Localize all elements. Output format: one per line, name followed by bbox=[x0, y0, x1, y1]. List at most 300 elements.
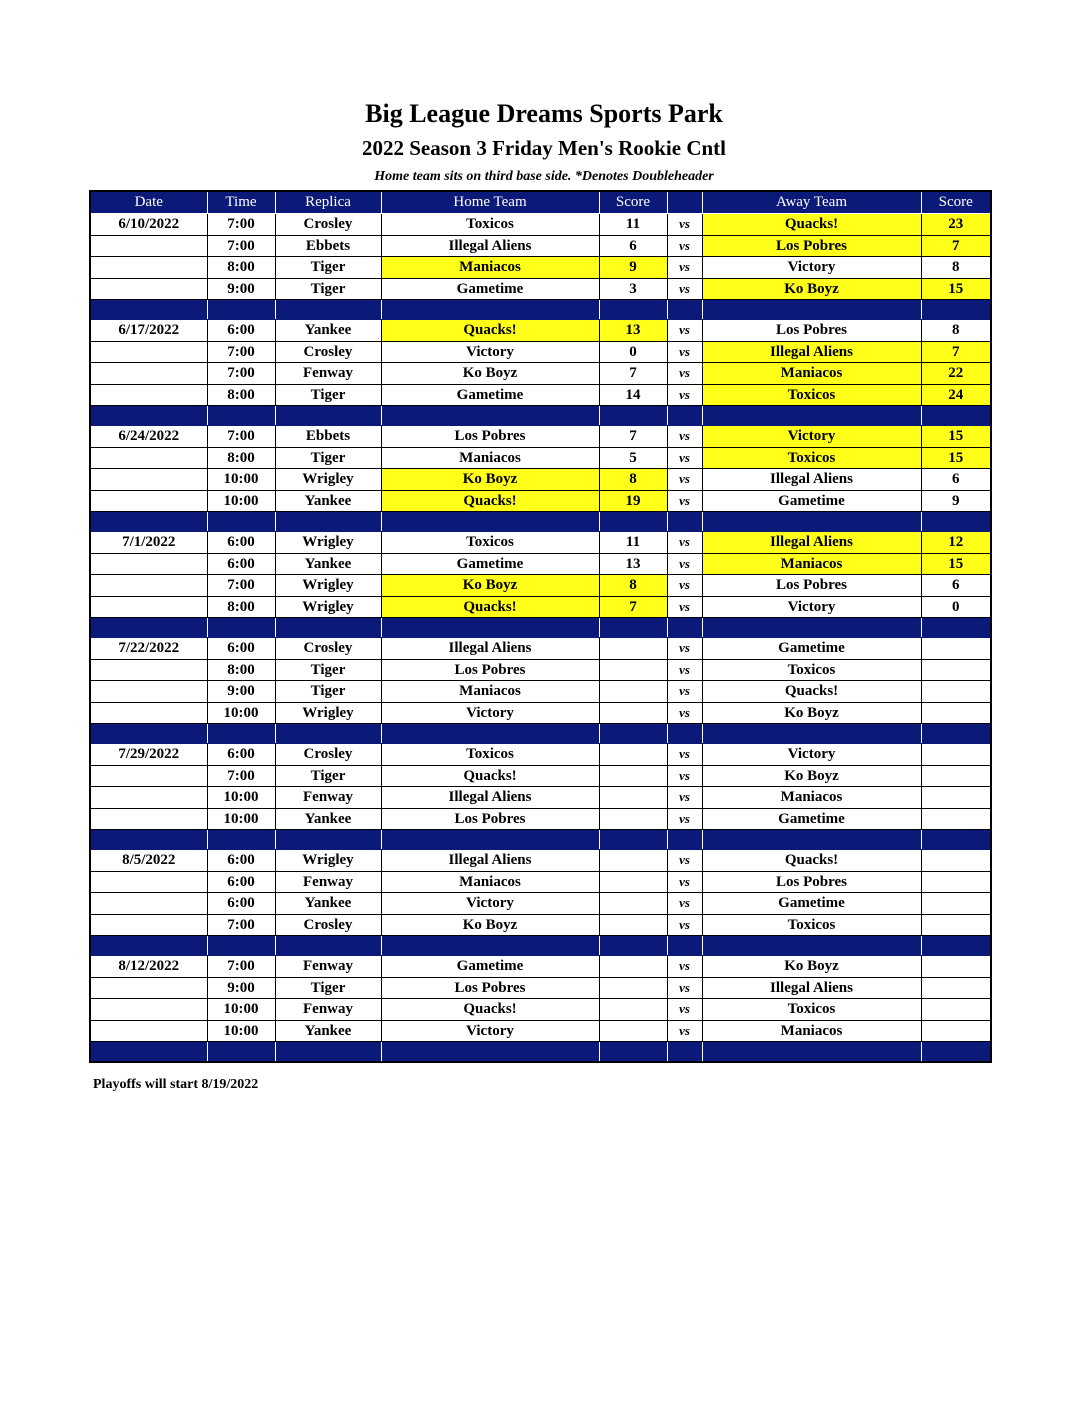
vs-cell: vs bbox=[667, 235, 702, 257]
away-score-cell: 15 bbox=[921, 553, 991, 575]
separator-cell bbox=[275, 830, 381, 850]
time-cell: 7:00 bbox=[207, 341, 275, 363]
vs-cell: vs bbox=[667, 214, 702, 236]
time-cell: 7:00 bbox=[207, 426, 275, 448]
game-row bbox=[90, 575, 991, 597]
separator-cell bbox=[207, 300, 275, 320]
separator-cell bbox=[667, 618, 702, 638]
separator-cell bbox=[275, 724, 381, 744]
date-cell bbox=[90, 659, 207, 681]
header-away-score: Score bbox=[921, 191, 991, 214]
date-cell: 6/10/2022 bbox=[90, 214, 207, 236]
vs-cell: vs bbox=[667, 490, 702, 512]
away-team-cell: Los Pobres bbox=[702, 320, 921, 342]
date-cell bbox=[90, 893, 207, 915]
date-cell bbox=[90, 553, 207, 575]
separator-cell bbox=[599, 300, 667, 320]
date-cell bbox=[90, 977, 207, 999]
date-cell bbox=[90, 999, 207, 1021]
game-row bbox=[90, 659, 991, 681]
home-team-cell: Quacks! bbox=[381, 596, 599, 618]
vs-cell: vs bbox=[667, 384, 702, 406]
time-cell: 8:00 bbox=[207, 659, 275, 681]
separator-cell bbox=[275, 618, 381, 638]
home-team-cell: Gametime bbox=[381, 384, 599, 406]
away-team-cell: Illegal Aliens bbox=[702, 341, 921, 363]
away-score-cell: 15 bbox=[921, 426, 991, 448]
time-cell: 7:00 bbox=[207, 214, 275, 236]
date-cell: 7/1/2022 bbox=[90, 532, 207, 554]
game-row bbox=[90, 278, 991, 300]
home-team-cell: Ko Boyz bbox=[381, 575, 599, 597]
date-cell bbox=[90, 596, 207, 618]
game-row bbox=[90, 214, 991, 236]
home-team-cell: Victory bbox=[381, 893, 599, 915]
game-row bbox=[90, 787, 991, 809]
game-row bbox=[90, 469, 991, 491]
separator-cell bbox=[207, 936, 275, 956]
home-score-cell bbox=[599, 871, 667, 893]
home-score-cell: 13 bbox=[599, 553, 667, 575]
vs-cell: vs bbox=[667, 999, 702, 1021]
home-score-cell: 11 bbox=[599, 214, 667, 236]
home-team-cell: Ko Boyz bbox=[381, 363, 599, 385]
replica-cell: Fenway bbox=[275, 956, 381, 978]
away-team-cell: Victory bbox=[702, 596, 921, 618]
time-cell: 10:00 bbox=[207, 469, 275, 491]
home-team-cell: Gametime bbox=[381, 553, 599, 575]
vs-cell: vs bbox=[667, 257, 702, 279]
schedule-note: Home team sits on third base side. *Denotes Doubleheader bbox=[374, 169, 714, 184]
separator-cell bbox=[207, 724, 275, 744]
replica-cell: Ebbets bbox=[275, 426, 381, 448]
time-cell: 7:00 bbox=[207, 575, 275, 597]
home-team-cell: Toxicos bbox=[381, 532, 599, 554]
replica-cell: Wrigley bbox=[275, 596, 381, 618]
time-cell: 6:00 bbox=[207, 893, 275, 915]
home-score-cell: 8 bbox=[599, 575, 667, 597]
separator-cell bbox=[381, 724, 599, 744]
away-score-cell: 0 bbox=[921, 596, 991, 618]
game-row bbox=[90, 638, 991, 660]
away-team-cell: Toxicos bbox=[702, 914, 921, 936]
separator-cell bbox=[702, 406, 921, 426]
home-team-cell: Los Pobres bbox=[381, 808, 599, 830]
replica-cell: Tiger bbox=[275, 384, 381, 406]
replica-cell: Tiger bbox=[275, 447, 381, 469]
game-row bbox=[90, 341, 991, 363]
away-team-cell: Victory bbox=[702, 257, 921, 279]
time-cell: 10:00 bbox=[207, 490, 275, 512]
away-score-cell bbox=[921, 659, 991, 681]
separator-cell bbox=[921, 512, 991, 532]
separator-cell bbox=[90, 1042, 207, 1063]
game-row bbox=[90, 426, 991, 448]
vs-cell: vs bbox=[667, 638, 702, 660]
home-team-cell: Los Pobres bbox=[381, 977, 599, 999]
away-score-cell: 12 bbox=[921, 532, 991, 554]
date-cell bbox=[90, 871, 207, 893]
separator-cell bbox=[207, 618, 275, 638]
game-row bbox=[90, 1020, 991, 1042]
home-score-cell bbox=[599, 1020, 667, 1042]
replica-cell: Yankee bbox=[275, 808, 381, 830]
separator-cell bbox=[921, 406, 991, 426]
vs-cell: vs bbox=[667, 341, 702, 363]
separator-cell bbox=[921, 1042, 991, 1063]
home-score-cell bbox=[599, 977, 667, 999]
time-cell: 10:00 bbox=[207, 999, 275, 1021]
header-replica: Replica bbox=[275, 191, 381, 214]
separator-cell bbox=[702, 830, 921, 850]
home-score-cell: 9 bbox=[599, 257, 667, 279]
date-cell bbox=[90, 787, 207, 809]
replica-cell: Tiger bbox=[275, 977, 381, 999]
home-team-cell: Gametime bbox=[381, 956, 599, 978]
away-team-cell: Ko Boyz bbox=[702, 702, 921, 724]
separator-cell bbox=[667, 830, 702, 850]
date-cell: 8/5/2022 bbox=[90, 850, 207, 872]
time-cell: 9:00 bbox=[207, 681, 275, 703]
away-score-cell: 22 bbox=[921, 363, 991, 385]
separator-cell bbox=[90, 512, 207, 532]
time-cell: 6:00 bbox=[207, 532, 275, 554]
vs-cell: vs bbox=[667, 787, 702, 809]
vs-cell: vs bbox=[667, 659, 702, 681]
replica-cell: Tiger bbox=[275, 257, 381, 279]
time-cell: 6:00 bbox=[207, 871, 275, 893]
date-cell: 7/22/2022 bbox=[90, 638, 207, 660]
away-score-cell bbox=[921, 893, 991, 915]
separator-cell bbox=[90, 406, 207, 426]
week-separator-row bbox=[90, 936, 991, 956]
replica-cell: Tiger bbox=[275, 659, 381, 681]
header-home-score: Score bbox=[599, 191, 667, 214]
vs-cell: vs bbox=[667, 744, 702, 766]
away-score-cell bbox=[921, 765, 991, 787]
replica-cell: Crosley bbox=[275, 914, 381, 936]
week-separator-row bbox=[90, 300, 991, 320]
game-row bbox=[90, 765, 991, 787]
away-team-cell: Los Pobres bbox=[702, 575, 921, 597]
vs-cell: vs bbox=[667, 596, 702, 618]
game-row bbox=[90, 744, 991, 766]
away-score-cell bbox=[921, 681, 991, 703]
home-team-cell: Los Pobres bbox=[381, 659, 599, 681]
away-team-cell: Quacks! bbox=[702, 850, 921, 872]
separator-cell bbox=[90, 618, 207, 638]
replica-cell: Yankee bbox=[275, 490, 381, 512]
separator-cell bbox=[921, 724, 991, 744]
home-score-cell: 7 bbox=[599, 596, 667, 618]
away-score-cell bbox=[921, 1020, 991, 1042]
separator-cell bbox=[275, 300, 381, 320]
away-team-cell: Ko Boyz bbox=[702, 765, 921, 787]
home-score-cell: 5 bbox=[599, 447, 667, 469]
date-cell bbox=[90, 1020, 207, 1042]
home-score-cell: 7 bbox=[599, 426, 667, 448]
game-row bbox=[90, 850, 991, 872]
home-team-cell: Quacks! bbox=[381, 765, 599, 787]
home-team-cell: Quacks! bbox=[381, 320, 599, 342]
date-cell bbox=[90, 384, 207, 406]
date-cell bbox=[90, 257, 207, 279]
game-row bbox=[90, 490, 991, 512]
replica-cell: Fenway bbox=[275, 999, 381, 1021]
separator-cell bbox=[921, 300, 991, 320]
game-row bbox=[90, 977, 991, 999]
home-score-cell bbox=[599, 850, 667, 872]
date-cell bbox=[90, 681, 207, 703]
home-team-cell: Victory bbox=[381, 341, 599, 363]
separator-cell bbox=[381, 1042, 599, 1063]
separator-cell bbox=[599, 512, 667, 532]
vs-cell: vs bbox=[667, 426, 702, 448]
away-team-cell: Maniacos bbox=[702, 363, 921, 385]
separator-cell bbox=[702, 512, 921, 532]
separator-cell bbox=[599, 1042, 667, 1063]
vs-cell: vs bbox=[667, 1020, 702, 1042]
week-separator-row bbox=[90, 618, 991, 638]
away-team-cell: Toxicos bbox=[702, 384, 921, 406]
time-cell: 8:00 bbox=[207, 257, 275, 279]
date-cell bbox=[90, 447, 207, 469]
home-score-cell: 11 bbox=[599, 532, 667, 554]
date-cell bbox=[90, 469, 207, 491]
separator-cell bbox=[667, 406, 702, 426]
away-team-cell: Illegal Aliens bbox=[702, 977, 921, 999]
home-score-cell bbox=[599, 638, 667, 660]
week-separator-row bbox=[90, 512, 991, 532]
time-cell: 7:00 bbox=[207, 363, 275, 385]
home-score-cell: 7 bbox=[599, 363, 667, 385]
away-team-cell: Ko Boyz bbox=[702, 278, 921, 300]
home-score-cell: 13 bbox=[599, 320, 667, 342]
game-row bbox=[90, 914, 991, 936]
away-score-cell bbox=[921, 850, 991, 872]
separator-cell bbox=[599, 724, 667, 744]
time-cell: 7:00 bbox=[207, 956, 275, 978]
home-score-cell: 3 bbox=[599, 278, 667, 300]
away-score-cell: 7 bbox=[921, 235, 991, 257]
separator-cell bbox=[381, 618, 599, 638]
home-score-cell bbox=[599, 914, 667, 936]
away-team-cell: Toxicos bbox=[702, 447, 921, 469]
vs-cell: vs bbox=[667, 850, 702, 872]
game-row bbox=[90, 320, 991, 342]
away-team-cell: Gametime bbox=[702, 490, 921, 512]
vs-cell: vs bbox=[667, 808, 702, 830]
date-cell bbox=[90, 278, 207, 300]
replica-cell: Wrigley bbox=[275, 850, 381, 872]
replica-cell: Crosley bbox=[275, 638, 381, 660]
separator-cell bbox=[921, 936, 991, 956]
vs-cell: vs bbox=[667, 532, 702, 554]
time-cell: 7:00 bbox=[207, 235, 275, 257]
game-row bbox=[90, 384, 991, 406]
away-score-cell bbox=[921, 956, 991, 978]
away-score-cell: 7 bbox=[921, 341, 991, 363]
separator-cell bbox=[90, 724, 207, 744]
week-separator-row bbox=[90, 830, 991, 850]
separator-cell bbox=[599, 936, 667, 956]
home-team-cell: Ko Boyz bbox=[381, 469, 599, 491]
separator-cell bbox=[702, 300, 921, 320]
separator-cell bbox=[90, 830, 207, 850]
away-score-cell: 15 bbox=[921, 447, 991, 469]
separator-cell bbox=[667, 300, 702, 320]
separator-cell bbox=[381, 936, 599, 956]
separator-cell bbox=[207, 406, 275, 426]
home-score-cell: 14 bbox=[599, 384, 667, 406]
away-score-cell: 24 bbox=[921, 384, 991, 406]
separator-cell bbox=[921, 618, 991, 638]
replica-cell: Yankee bbox=[275, 893, 381, 915]
away-score-cell: 6 bbox=[921, 469, 991, 491]
vs-cell: vs bbox=[667, 447, 702, 469]
vs-cell: vs bbox=[667, 956, 702, 978]
home-team-cell: Gametime bbox=[381, 278, 599, 300]
vs-cell: vs bbox=[667, 765, 702, 787]
game-row bbox=[90, 808, 991, 830]
game-row bbox=[90, 999, 991, 1021]
separator-cell bbox=[667, 512, 702, 532]
separator-cell bbox=[90, 300, 207, 320]
vs-cell: vs bbox=[667, 702, 702, 724]
home-team-cell: Illegal Aliens bbox=[381, 235, 599, 257]
date-cell bbox=[90, 765, 207, 787]
page-title: Big League Dreams Sports Park bbox=[365, 99, 723, 128]
away-score-cell: 9 bbox=[921, 490, 991, 512]
home-score-cell bbox=[599, 893, 667, 915]
vs-cell: vs bbox=[667, 977, 702, 999]
separator-cell bbox=[207, 512, 275, 532]
replica-cell: Yankee bbox=[275, 553, 381, 575]
home-team-cell: Ko Boyz bbox=[381, 914, 599, 936]
home-score-cell: 8 bbox=[599, 469, 667, 491]
away-score-cell bbox=[921, 914, 991, 936]
week-separator-row bbox=[90, 1042, 991, 1063]
header-home-team: Home Team bbox=[381, 191, 599, 214]
replica-cell: Fenway bbox=[275, 871, 381, 893]
header-vs bbox=[667, 191, 702, 214]
replica-cell: Wrigley bbox=[275, 575, 381, 597]
away-score-cell bbox=[921, 977, 991, 999]
separator-cell bbox=[921, 830, 991, 850]
away-team-cell: Toxicos bbox=[702, 999, 921, 1021]
away-score-cell bbox=[921, 787, 991, 809]
home-team-cell: Quacks! bbox=[381, 999, 599, 1021]
separator-cell bbox=[599, 830, 667, 850]
away-score-cell bbox=[921, 638, 991, 660]
away-score-cell bbox=[921, 744, 991, 766]
game-row bbox=[90, 257, 991, 279]
date-cell: 6/17/2022 bbox=[90, 320, 207, 342]
vs-cell: vs bbox=[667, 914, 702, 936]
away-team-cell: Victory bbox=[702, 744, 921, 766]
time-cell: 6:00 bbox=[207, 850, 275, 872]
home-score-cell bbox=[599, 956, 667, 978]
replica-cell: Yankee bbox=[275, 320, 381, 342]
season-title: 2022 Season 3 Friday Men's Rookie Cntl bbox=[361, 136, 726, 160]
home-team-cell: Toxicos bbox=[381, 214, 599, 236]
replica-cell: Wrigley bbox=[275, 702, 381, 724]
home-score-cell bbox=[599, 765, 667, 787]
away-score-cell: 15 bbox=[921, 278, 991, 300]
time-cell: 8:00 bbox=[207, 384, 275, 406]
game-row bbox=[90, 871, 991, 893]
home-team-cell: Victory bbox=[381, 702, 599, 724]
date-cell bbox=[90, 341, 207, 363]
date-cell bbox=[90, 808, 207, 830]
home-score-cell bbox=[599, 681, 667, 703]
time-cell: 10:00 bbox=[207, 1020, 275, 1042]
vs-cell: vs bbox=[667, 278, 702, 300]
replica-cell: Tiger bbox=[275, 278, 381, 300]
away-team-cell: Gametime bbox=[702, 638, 921, 660]
vs-cell: vs bbox=[667, 553, 702, 575]
separator-cell bbox=[702, 1042, 921, 1063]
game-row bbox=[90, 702, 991, 724]
replica-cell: Tiger bbox=[275, 681, 381, 703]
time-cell: 6:00 bbox=[207, 638, 275, 660]
vs-cell: vs bbox=[667, 575, 702, 597]
home-score-cell bbox=[599, 702, 667, 724]
vs-cell: vs bbox=[667, 681, 702, 703]
home-score-cell bbox=[599, 744, 667, 766]
home-team-cell: Victory bbox=[381, 1020, 599, 1042]
replica-cell: Ebbets bbox=[275, 235, 381, 257]
away-score-cell: 23 bbox=[921, 214, 991, 236]
away-team-cell: Los Pobres bbox=[702, 871, 921, 893]
away-score-cell: 8 bbox=[921, 320, 991, 342]
replica-cell: Crosley bbox=[275, 744, 381, 766]
away-score-cell bbox=[921, 702, 991, 724]
home-team-cell: Illegal Aliens bbox=[381, 787, 599, 809]
time-cell: 10:00 bbox=[207, 787, 275, 809]
away-team-cell: Quacks! bbox=[702, 681, 921, 703]
vs-cell: vs bbox=[667, 469, 702, 491]
date-cell bbox=[90, 702, 207, 724]
time-cell: 8:00 bbox=[207, 596, 275, 618]
header-row bbox=[90, 191, 991, 214]
separator-cell bbox=[667, 724, 702, 744]
date-cell bbox=[90, 235, 207, 257]
away-team-cell: Maniacos bbox=[702, 1020, 921, 1042]
away-team-cell: Illegal Aliens bbox=[702, 469, 921, 491]
away-score-cell: 6 bbox=[921, 575, 991, 597]
time-cell: 9:00 bbox=[207, 977, 275, 999]
date-cell bbox=[90, 575, 207, 597]
home-score-cell: 0 bbox=[599, 341, 667, 363]
away-score-cell bbox=[921, 808, 991, 830]
home-team-cell: Maniacos bbox=[381, 257, 599, 279]
away-team-cell: Toxicos bbox=[702, 659, 921, 681]
vs-cell: vs bbox=[667, 320, 702, 342]
time-cell: 6:00 bbox=[207, 553, 275, 575]
separator-cell bbox=[275, 406, 381, 426]
separator-cell bbox=[702, 724, 921, 744]
vs-cell: vs bbox=[667, 893, 702, 915]
game-row bbox=[90, 596, 991, 618]
time-cell: 10:00 bbox=[207, 808, 275, 830]
home-score-cell bbox=[599, 808, 667, 830]
replica-cell: Crosley bbox=[275, 214, 381, 236]
date-cell: 7/29/2022 bbox=[90, 744, 207, 766]
away-team-cell: Maniacos bbox=[702, 553, 921, 575]
away-team-cell: Maniacos bbox=[702, 787, 921, 809]
away-score-cell bbox=[921, 999, 991, 1021]
